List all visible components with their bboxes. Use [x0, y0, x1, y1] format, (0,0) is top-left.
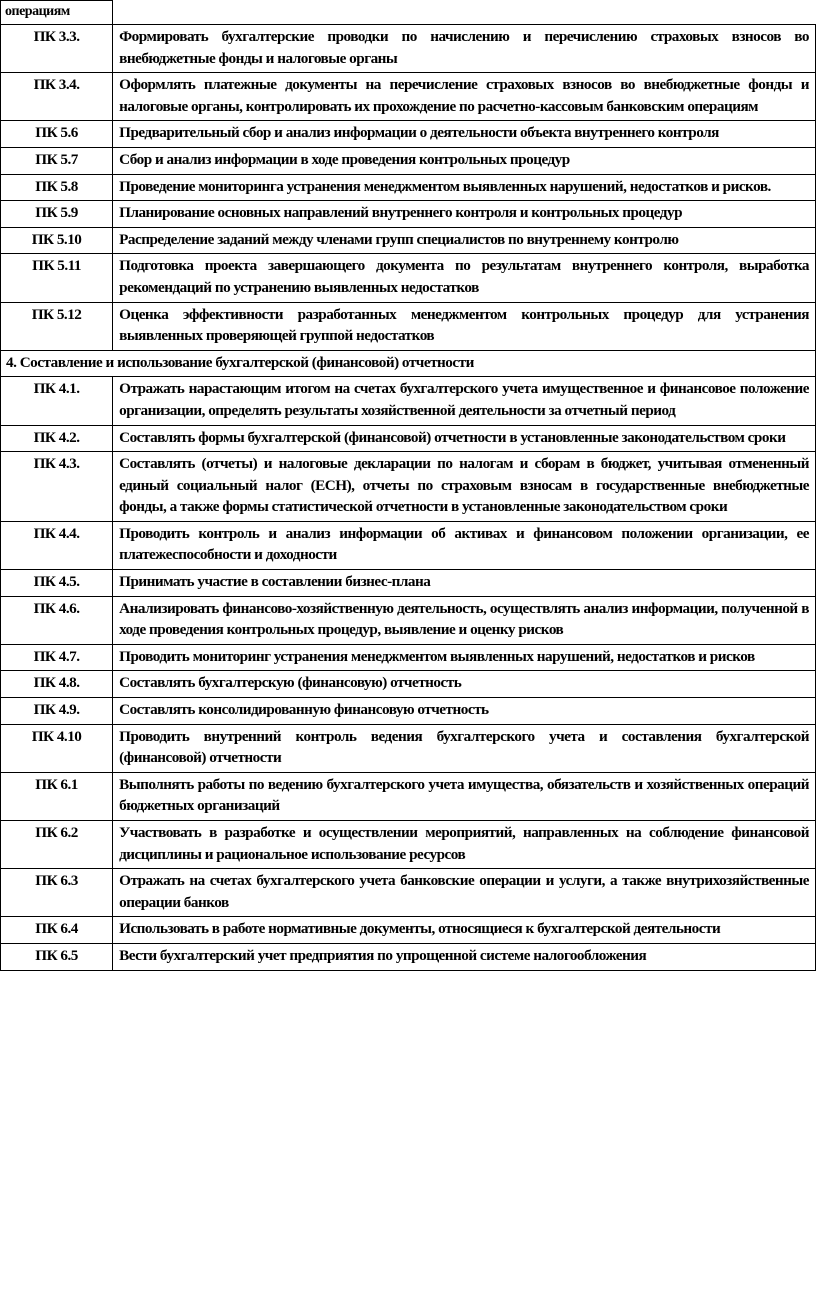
competency-description: Анализировать финансово-хозяйственную деятельность, осуществлять анализ информации, полученной в ходе проведения контрольных процедур, выявление и оценку рисков	[113, 596, 816, 644]
competency-description: Проводить контроль и анализ информации об активах и финансовом положении организации, ее платежеспособности и доходности	[113, 521, 816, 569]
competency-code: ПК 4.8.	[1, 671, 113, 698]
competency-description: Формировать бухгалтерские проводки по начислению и перечислению страховых взносов во внебюджетные фонды и налоговые органы	[113, 25, 816, 73]
competency-code: ПК 6.5	[1, 943, 113, 970]
table-row	[1, 254, 816, 302]
table-row	[1, 724, 816, 772]
competency-code: ПК 6.1	[1, 772, 113, 820]
continuation-row	[1, 1, 816, 25]
table-row	[1, 147, 816, 174]
competency-description: Выполнять работы по ведению бухгалтерского учета имущества, обязательств и хозяйственных операций бюджетных организаций	[113, 772, 816, 820]
competency-description: Составлять бухгалтерскую (финансовую) отчетность	[113, 671, 816, 698]
table-row	[1, 521, 816, 569]
competency-code: ПК 5.7	[1, 147, 113, 174]
competency-code: ПК 4.9.	[1, 698, 113, 725]
competency-code: ПК 5.10	[1, 227, 113, 254]
competency-code: ПК 4.1.	[1, 377, 113, 425]
competency-description: Оформлять платежные документы на перечисление страховых взносов во внебюджетные фонды и налоговые органы, контролировать их прохождение по расчетно-кассовым банковским операциям	[113, 73, 816, 121]
table-row	[1, 596, 816, 644]
table-row	[1, 25, 816, 73]
table-row	[1, 121, 816, 148]
competency-code: ПК 5.8	[1, 174, 113, 201]
table-row	[1, 644, 816, 671]
continuation-header-cell: операциям	[1, 1, 113, 25]
competency-description: Проведение мониторинга устранения менеджментом выявленных нарушений, недостатков и рисков.	[113, 174, 816, 201]
competency-description: Проводить мониторинг устранения менеджментом выявленных нарушений, недостатков и рисков	[113, 644, 816, 671]
competency-code: ПК 4.6.	[1, 596, 113, 644]
table-row	[1, 452, 816, 522]
competency-description: Использовать в работе нормативные документы, относящиеся к бухгалтерской деятельности	[113, 917, 816, 944]
table-row	[1, 227, 816, 254]
competency-description: Сбор и анализ информации в ходе проведения контрольных процедур	[113, 147, 816, 174]
competency-description: Планирование основных направлений внутреннего контроля и контрольных процедур	[113, 201, 816, 228]
competency-description: Составлять консолидированную финансовую отчетность	[113, 698, 816, 725]
competency-description: Предварительный сбор и анализ информации о деятельности объекта внутреннего контроля	[113, 121, 816, 148]
competency-code: ПК 5.9	[1, 201, 113, 228]
competency-description: Отражать нарастающим итогом на счетах бухгалтерского учета имущественное и финансовое положение организации, определять результаты хозяйственной деятельности за отчетный период	[113, 377, 816, 425]
table-row	[1, 772, 816, 820]
competency-description: Оценка эффективности разработанных менеджментом контрольных процедур для устранения выявленных проверяющей группой недостатков	[113, 302, 816, 350]
table-row	[1, 174, 816, 201]
competency-description: Составлять формы бухгалтерской (финансовой) отчетности в установленные законодательством сроки	[113, 425, 816, 452]
continuation-blank-cell	[113, 1, 816, 25]
competency-description: Подготовка проекта завершающего документа по результатам внутреннего контроля, выработка рекомендаций по устранению выявленных недостатков	[113, 254, 816, 302]
competency-code: ПК 5.12	[1, 302, 113, 350]
competency-description: Вести бухгалтерский учет предприятия по упрощенной системе налогообложения	[113, 943, 816, 970]
competency-description: Распределение заданий между членами групп специалистов по внутреннему контролю	[113, 227, 816, 254]
competency-code: ПК 4.5.	[1, 570, 113, 597]
competency-code: ПК 4.3.	[1, 452, 113, 522]
table-row	[1, 302, 816, 350]
competency-description: Участвовать в разработке и осуществлении мероприятий, направленных на соблюдение финансовой дисциплины и рациональное использование ресурсов	[113, 821, 816, 869]
competency-code: ПК 6.3	[1, 869, 113, 917]
competency-code: ПК 6.2	[1, 821, 113, 869]
table-row	[1, 425, 816, 452]
table-row	[1, 698, 816, 725]
competency-code: ПК 4.4.	[1, 521, 113, 569]
competency-code: ПК 4.10	[1, 724, 113, 772]
competency-code: ПК 5.11	[1, 254, 113, 302]
table-row	[1, 917, 816, 944]
table-row	[1, 377, 816, 425]
competency-description: Составлять (отчеты) и налоговые декларации по налогам и сборам в бюджет, учитывая отмененный единый социальный налог (ЕСН), отчеты по страховым взносам в государственные внебюджетные фонды, а также формы статистической отчетности в установленные законодательством сроки	[113, 452, 816, 522]
competency-code: ПК 4.2.	[1, 425, 113, 452]
table-row	[1, 943, 816, 970]
table-row	[1, 73, 816, 121]
competency-description: Проводить внутренний контроль ведения бухгалтерского учета и составления бухгалтерской (финансовой) отчетности	[113, 724, 816, 772]
competency-code: ПК 3.3.	[1, 25, 113, 73]
competency-code: ПК 5.6	[1, 121, 113, 148]
competency-description: Принимать участие в составлении бизнес-плана	[113, 570, 816, 597]
competency-description: Отражать на счетах бухгалтерского учета банковские операции и услуги, а также внутрихозяйственные операции банков	[113, 869, 816, 917]
competency-code: ПК 3.4.	[1, 73, 113, 121]
competency-code: ПК 6.4	[1, 917, 113, 944]
table-row	[1, 671, 816, 698]
table-row	[1, 570, 816, 597]
competency-code: ПК 4.7.	[1, 644, 113, 671]
table-row	[1, 201, 816, 228]
competencies-table-body	[1, 1, 816, 971]
section-row	[1, 350, 816, 377]
table-row	[1, 869, 816, 917]
section-title: 4. Составление и использование бухгалтерской (финансовой) отчетности	[1, 350, 816, 377]
table-row	[1, 821, 816, 869]
